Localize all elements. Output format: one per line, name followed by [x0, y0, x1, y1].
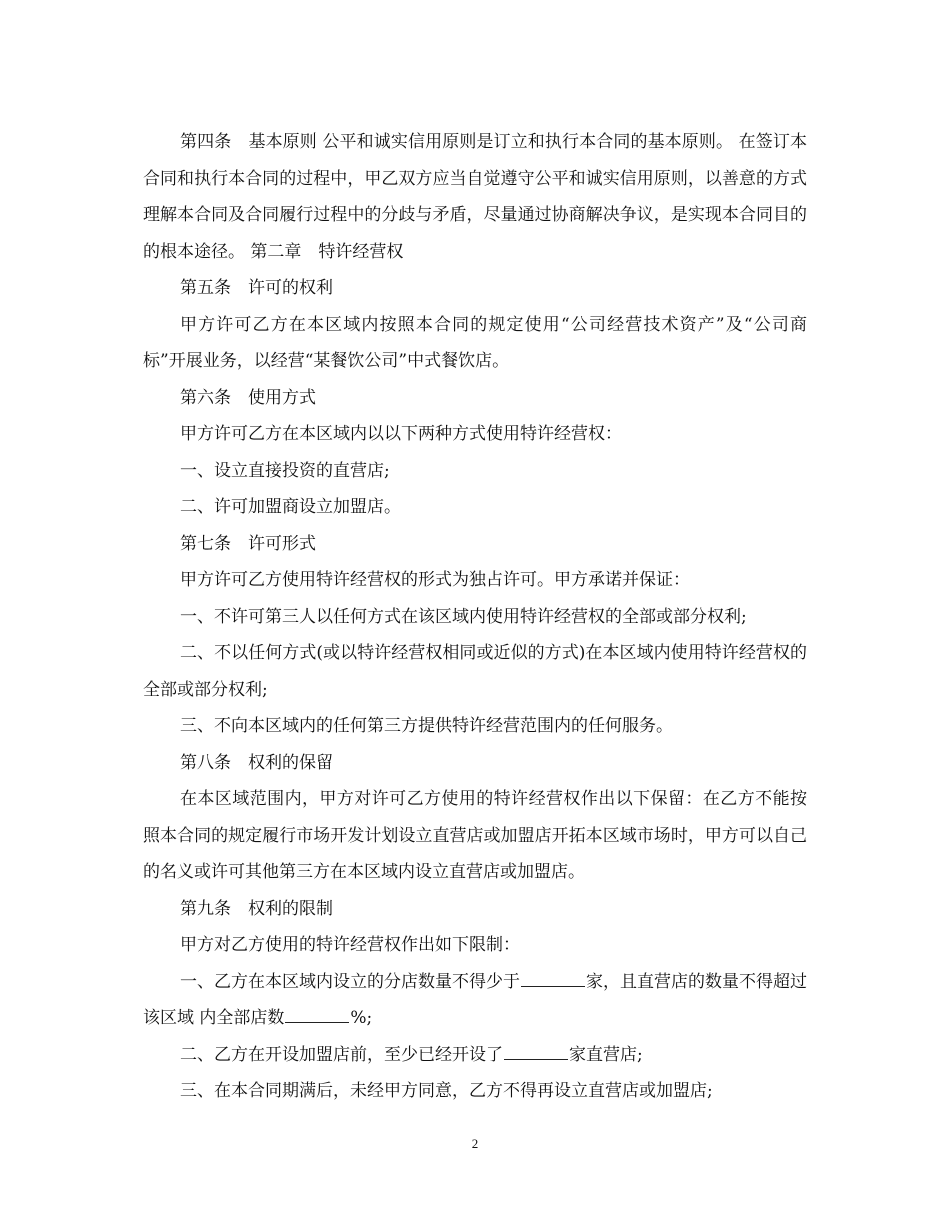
- article-6-heading: 第六条 使用方式: [180, 387, 316, 408]
- article-7-item-1: 一、不许可第三人以任何方式在该区域内使用特许经营权的全部或部分权利;: [180, 606, 747, 627]
- article-5-heading: 第五条 许可的权利: [180, 278, 333, 298]
- article-9-item-1: [143, 964, 807, 1037]
- article-7-item-3: 三、不向本区域内的任何第三方提供特许经营范围内的任何服务。: [180, 716, 673, 736]
- contract-body: [143, 124, 807, 1110]
- article-9-item-3: 三、在本合同期满后，未经甲方同意，乙方不得再设立直营店或加盟店;: [180, 1081, 713, 1101]
- limit-1-text-c: %;: [350, 1008, 373, 1028]
- fill-in-blank: [504, 1058, 568, 1060]
- article-7-heading: 第七条 许可形式: [180, 533, 316, 554]
- article-7-text: 甲方许可乙方使用特许经营权的形式为独占许可。甲方承诺并保证：: [180, 570, 690, 590]
- fill-in-blank: [285, 1021, 349, 1023]
- article-8-text: 在本区域范围内，甲方对许可乙方使用的特许经营权作出以下保留：在乙方不能按照本合同的规定履行市场开发计划设立直营店或加盟店开拓本区域市场时，甲方可以自己的名义或许可其他第三方在本区域内设立直营店或加盟店。: [143, 789, 807, 882]
- article-6-item-1: 一、设立直接投资的直营店;: [180, 460, 390, 481]
- article-9-text: 甲方对乙方使用的特许经营权作出如下限制：: [180, 935, 520, 955]
- limit-2-text-a: 二、乙方在开设加盟店前，至少已经开设了: [180, 1044, 503, 1065]
- article-9-heading: 第九条 权利的限制: [180, 898, 333, 919]
- limit-2-text-b: 家直营店;: [569, 1044, 643, 1065]
- article-9-item-2: [143, 1037, 807, 1074]
- article-6-text: 甲方许可乙方在本区域内以以下两种方式使用特许经营权：: [180, 424, 622, 444]
- limit-1-text-a: 一、乙方在本区域内设立的分店数量不得少于: [180, 971, 520, 992]
- article-6-item-2: 二、许可加盟商设立加盟店。: [180, 497, 401, 517]
- article-5-text: 甲方许可乙方在本区域内按照本合同的规定使用“公司经营技术资产”及“公司商标”开展业务，以经营“某餐饮公司”中式餐饮店。: [143, 314, 807, 371]
- article-8-heading: 第八条 权利的保留: [180, 752, 333, 773]
- fill-in-blank: [521, 985, 585, 987]
- page-number: 2: [471, 1136, 479, 1151]
- limit-1-text-b: 家，且直营店的数量不得超过该区域 内全部店数: [143, 971, 807, 1028]
- article-4-principles: 第四条 基本原则 公平和诚实信用原则是订立和执行本合同的基本原则。 在签订本合同和执行本合同的过程中，甲乙双方应当自觉遵守公平和诚实信用原则，以善意的方式理解本合同及合同履行过程中的分歧与矛盾，尽量通过协商解决争议，是实现本合同目的的根本途径。 第二章 特许经营权: [143, 132, 807, 262]
- article-7-item-2: 二、不以任何方式(或以特许经营权相同或近似的方式)在本区域内使用特许经营权的全部或部分权利;: [143, 643, 807, 700]
